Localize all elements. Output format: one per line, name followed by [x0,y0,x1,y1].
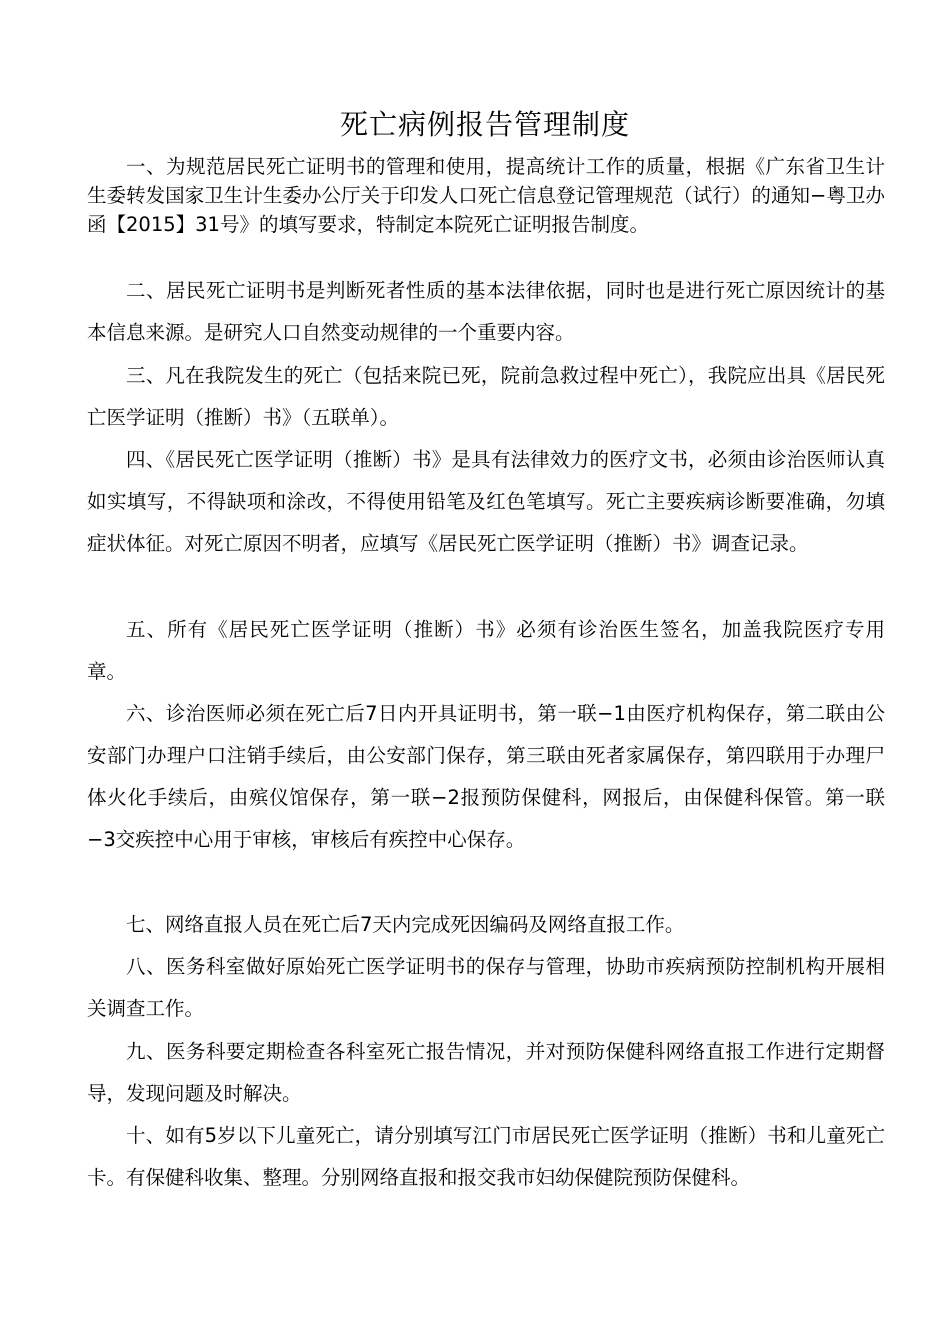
page-title: 死亡病例报告管理制度 [339,108,630,141]
paragraph-10: 十、如有5岁以下儿童死亡，请分别填写江门市居民死亡医学证明（推断）书和儿童死亡卡。有保健科收集、整理。分别网络直报和报交我市妇幼保健院预防保健科。 [87,1124,885,1189]
paragraph-7: 七、网络直报人员在死亡后7天内完成死因编码及网络直报工作。 [126,913,685,936]
paragraph-3: 三、凡在我院发生的死亡（包括来院已死，院前急救过程中死亡），我院应出具《居民死亡医学证明（推断）书》（五联单）。 [87,364,885,429]
paragraph-6: 六、诊治医师必须在死亡后7日内开具证明书，第一联−1由医疗机构保存，第二联由公安部门办理户口注销手续后，由公安部门保存，第三联由死者家属保存，第四联用于办理尸体火化手续后，由殡仪馆保存，第一联−2报预防保健科，网报后，由保健科保管。第一联−3交疾控中心用于审核，审核后有疾控中心保存。 [87,702,885,851]
paragraph-1: 一、为规范居民死亡证明书的管理和使用，提高统计工作的质量，根据《广东省卫生计生委转发国家卫生计生委办公厅关于印发人口死亡信息登记管理规范（试行）的通知−粤卫办函【2015】31号》的填写要求，特制定本院死亡证明报告制度。 [87,155,885,236]
paragraph-4: 四、《居民死亡医学证明（推断）书》是具有法律效力的医疗文书，必须由诊治医师认真如实填写，不得缺项和涂改，不得使用铅笔及红色笔填写。死亡主要疾病诊断要准确，勿填症状体征。对死亡原因不明者，应填写《居民死亡医学证明（推断）书》调查记录。 [87,448,885,555]
paragraph-8: 八、医务科室做好原始死亡医学证明书的保存与管理，协助市疾病预防控制机构开展相关调查工作。 [87,955,885,1020]
paragraph-2: 二、居民死亡证明书是判断死者性质的基本法律依据，同时也是进行死亡原因统计的基本信息来源。是研究人口自然变动规律的一个重要内容。 [87,279,885,344]
paragraph-5: 五、所有《居民死亡医学证明（推断）书》必须有诊治医生签名，加盖我院医疗专用章。 [87,618,885,683]
paragraph-9: 九、医务科要定期检查各科室死亡报告情况，并对预防保健科网络直报工作进行定期督导，发现问题及时解决。 [87,1040,885,1105]
